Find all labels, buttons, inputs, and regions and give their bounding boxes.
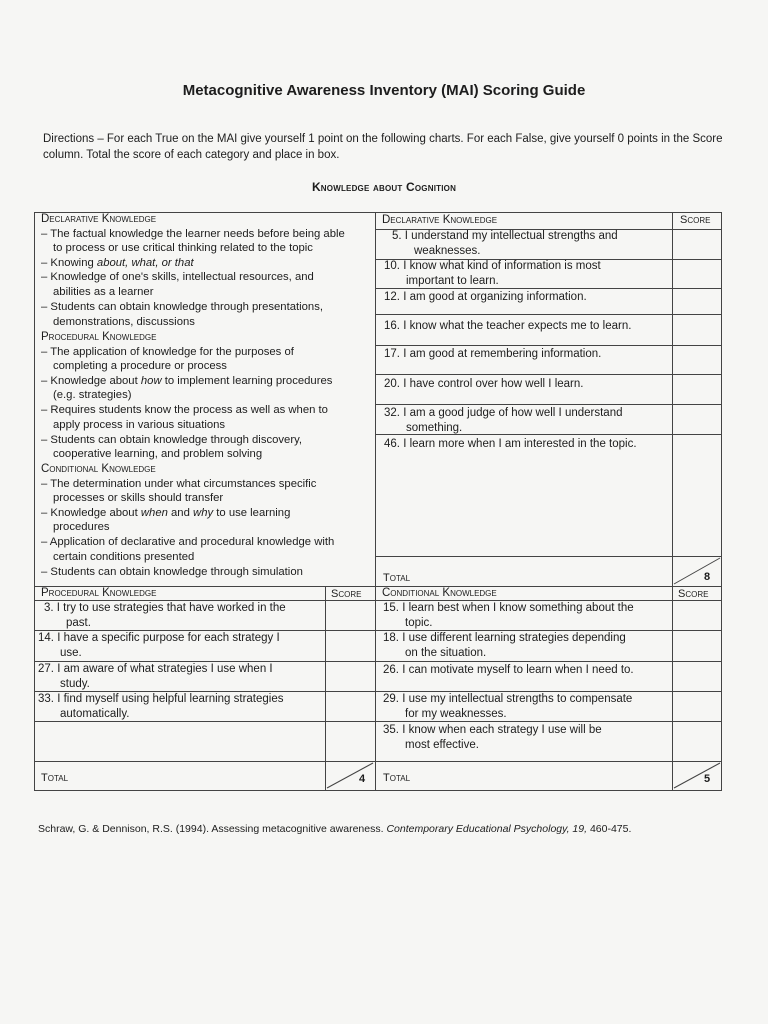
procedural-line: – The application of knowledge for the purposes of (41, 346, 294, 358)
conditional-line: – Application of declarative and procedural knowledge with (41, 536, 335, 548)
score-column-label: Score (331, 588, 362, 600)
procedural-item: 14. I have a specific purpose for each strategy I use. (38, 632, 280, 659)
declarative-item: 32. I am a good judge of how well I understand something. (384, 407, 623, 434)
declarative-line: – Knowledge of one's skills, intellectual resources, and (41, 271, 314, 283)
procedural-line: completing a procedure or process (53, 360, 227, 372)
conditional-item: 29. I use my intellectual strengths to compensate for my weaknesses. (383, 693, 633, 720)
procedural-item: 3. I try to use strategies that have worked in the past. (44, 602, 286, 629)
conditional-line: – Knowledge about when and why to use learning (41, 507, 291, 519)
procedural-line: – Requires students know the process as well as when to (41, 404, 328, 416)
declarative-table-heading: Declarative Knowledge (382, 214, 498, 226)
procedural-total-value: 4 (359, 773, 366, 785)
procedural-line: – Students can obtain knowledge through discovery, (41, 434, 303, 446)
procedural-line: cooperative learning, and problem solving (53, 448, 263, 460)
procedural-line: (e.g. strategies) (53, 389, 132, 401)
conditional-line: – The determination under what circumstances specific (41, 478, 317, 490)
declarative-line: – The factual knowledge the learner needs before being able (41, 228, 345, 240)
procedural-item: 33. I find myself using helpful learning strategies automatically. (38, 693, 284, 720)
declarative-item: 16. I know what the teacher expects me to learn. (384, 320, 632, 332)
conditional-line: procedures (53, 521, 110, 533)
declarative-item: 5. I understand my intellectual strengths and weaknesses. (392, 230, 618, 257)
procedural-table-heading: Procedural Knowledge (41, 587, 157, 599)
declarative-item: 46. I learn more when I am interested in the topic. (384, 438, 637, 450)
score-column-label: Score (680, 214, 711, 226)
procedural-line: – Knowledge about how to implement learning procedures (41, 375, 333, 387)
declarative-total-value: 8 (704, 571, 711, 583)
section-title: Knowledge about Cognition (311, 180, 457, 194)
declarative-line: abilities as a learner (53, 286, 154, 298)
page-title: Metacognitive Awareness Inventory (MAI) Scoring Guide (182, 82, 586, 99)
conditional-heading: Conditional Knowledge (41, 463, 156, 475)
conditional-total-slash (672, 761, 722, 790)
procedural-item: 27. I am aware of what strategies I use when I study. (38, 663, 273, 690)
conditional-item: 18. I use different learning strategies depending on the situation. (383, 632, 626, 659)
conditional-item: 35. I know when each strategy I use will be most effective. (383, 724, 602, 751)
score-column-label: Score (678, 588, 709, 600)
procedural-heading: Procedural Knowledge (41, 331, 157, 343)
conditional-line: processes or skills should transfer (53, 492, 224, 504)
declarative-item: 10. I know what kind of information is most important to learn. (384, 260, 601, 287)
declarative-total-slash (672, 556, 722, 586)
conditional-total-value: 5 (704, 773, 711, 785)
procedural-line: apply process in various situations (53, 419, 226, 431)
declarative-line: – Knowing about, what, or that (41, 257, 194, 269)
declarative-item: 20. I have control over how well I learn. (384, 378, 584, 390)
declarative-total-label: Total (383, 572, 411, 584)
declarative-item: 12. I am good at organizing information. (384, 291, 587, 303)
declarative-heading: Declarative Knowledge (41, 213, 157, 225)
declarative-line: – Students can obtain knowledge through presentations, (41, 301, 323, 313)
conditional-line: certain conditions presented (53, 551, 195, 563)
directions-text: Directions – For each True on the MAI give yourself 1 point on the following charts. For each False, give yourself 0 points in the Score column. Total the score of each category and place in box. (43, 133, 723, 161)
declarative-line: to process or use critical thinking related to the topic (53, 242, 313, 254)
conditional-item: 15. I learn best when I know something about the topic. (383, 602, 634, 629)
citation: Schraw, G. & Dennison, R.S. (1994). Assessing metacognitive awareness. Contemporary Educational Psychology, 19, 460-475. (38, 823, 632, 835)
declarative-item: 17. I am good at remembering information. (384, 348, 602, 360)
declarative-line: demonstrations, discussions (53, 316, 195, 328)
conditional-item: 26. I can motivate myself to learn when I need to. (383, 664, 634, 676)
conditional-total-label: Total (383, 772, 411, 784)
procedural-total-label: Total (41, 772, 69, 784)
conditional-line: – Students can obtain knowledge through simulation (41, 566, 303, 578)
procedural-total-slash (325, 761, 375, 790)
conditional-table-heading: Conditional Knowledge (382, 587, 497, 599)
